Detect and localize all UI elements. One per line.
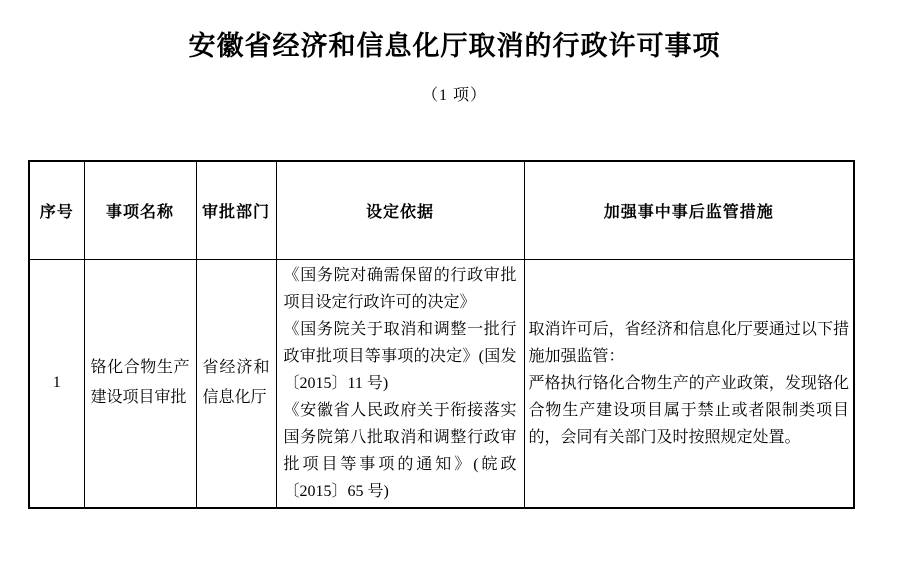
page-title: 安徽省经济和信息化厅取消的行政许可事项: [188, 31, 721, 61]
header-serial-number: 序号: [29, 161, 84, 259]
legal-basis-paragraph-2: 《国务院关于取消和调整一批行政审批项目等事项的决定》(国发〔2015〕11 号): [283, 320, 517, 392]
cell-item-name: 铬化合物生产建设项目审批: [84, 259, 196, 508]
table-row: [29, 259, 854, 508]
cell-approval-department: 省经济和信息化厅: [196, 259, 276, 508]
supervision-paragraph-2: 严格执行铬化合物生产的产业政策，发现铬化合物生产建设项目属于禁止或者限制类项目的，会同有关部门及时按照规定处置。: [528, 374, 849, 446]
cell-serial-number: 1: [29, 259, 84, 508]
page-subtitle: （1 项）: [421, 87, 487, 104]
header-legal-basis: 设定依据: [276, 161, 524, 259]
table-header-row: [29, 161, 854, 259]
legal-basis-paragraph-1: 《国务院对确需保留的行政审批项目设定行政许可的决定》: [283, 266, 517, 311]
cell-supervision-measures: [524, 259, 854, 508]
supervision-paragraph-1: 取消许可后，省经济和信息化厅要通过以下措施加强监管：: [528, 320, 849, 365]
header-item-name: 事项名称: [84, 161, 196, 259]
cell-legal-basis: [276, 259, 524, 508]
header-approval-department: 审批部门: [196, 161, 276, 259]
legal-basis-paragraph-3: 《安徽省人民政府关于衔接落实国务院第八批取消和调整行政审批项目等事项的通知》(皖政〔2015〕65 号): [283, 401, 517, 500]
header-supervision-measures: 加强事中事后监管措施: [524, 161, 854, 259]
licensing-items-table: [28, 160, 855, 509]
